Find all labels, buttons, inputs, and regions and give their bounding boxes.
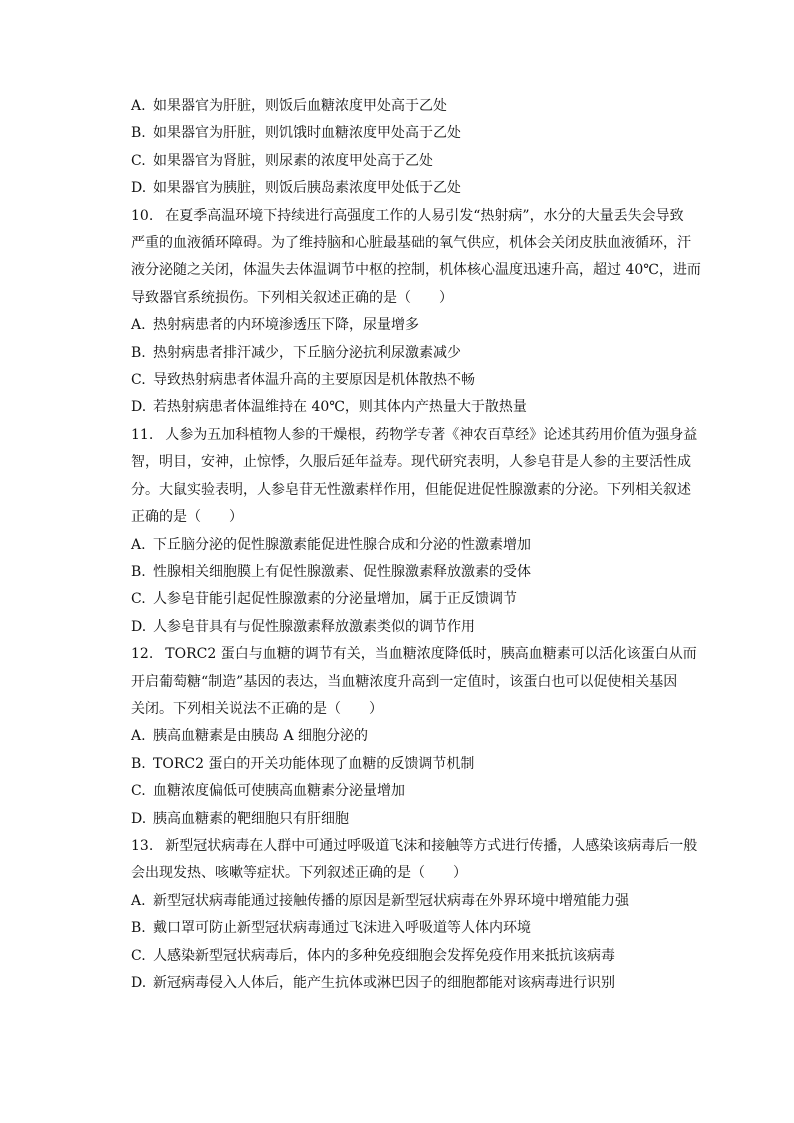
- option-c[interactable]: C. 人参皂苷能引起促性腺激素的分泌量增加，属于正反馈调节: [131, 591, 517, 608]
- option-c[interactable]: C. 血糖浓度偏低可使胰高血糖素分泌量增加: [131, 783, 405, 800]
- option-b[interactable]: B. 如果器官为肝脏，则饥饿时血糖浓度甲处高于乙处: [131, 125, 461, 142]
- question-10-stem-line: 液分泌随之关闭，体温失去体温调节中枢的控制，机体核心温度迅速升高，超过 40℃，进而: [131, 262, 701, 279]
- option-d[interactable]: D. 若热射病患者体温维持在 40℃，则其体内产热量大于散热量: [131, 399, 527, 416]
- question-9-options: [131, 93, 691, 203]
- option-a[interactable]: A. 胰高血糖素是由胰岛 A 细胞分泌的: [131, 728, 369, 745]
- question-13-stem-line: 13. 新型冠状病毒在人群中可通过呼吸道飞沫和接触等方式进行传播，人感染该病毒后一般: [131, 837, 698, 854]
- question-number: 11.: [131, 426, 154, 443]
- question-11-stem-line: 智，明目，安神，止惊悸，久服后延年益寿。现代研究表明，人参皂苷是人参的主要活性成: [131, 454, 691, 471]
- question-11-stem-line: 分。大鼠实验表明，人参皂苷无性激素样作用，但能促进促性腺激素的分泌。下列相关叙述: [131, 481, 691, 498]
- option-b[interactable]: B. 热射病患者排汗减少，下丘脑分泌抗利尿激素减少: [131, 344, 461, 361]
- option-a[interactable]: A. 下丘脑分泌的促性腺激素能促进性腺合成和分泌的性激素增加: [131, 536, 531, 553]
- question-10: [131, 203, 701, 422]
- option-a[interactable]: A. 热射病患者的内环境渗透压下降，尿量增多: [131, 317, 419, 334]
- question-10-stem-line: 10. 在夏季高温环境下持续进行高强度工作的人易引发“热射病”，水分的大量丢失会导致: [131, 207, 684, 224]
- question-11-stem-line: 11. 人参为五加科植物人参的干燥根，药物学专著《神农百草经》论述其药用价值为强身益: [131, 426, 698, 443]
- question-number: 12.: [131, 646, 154, 663]
- question-11: [131, 422, 698, 641]
- question-10-stem-line: 严重的血液循环障碍。为了维持脑和心脏最基础的氧气供应，机体会关闭皮肤血液循环，汗: [131, 235, 691, 252]
- option-c[interactable]: C. 导致热射病患者体温升高的主要原因是机体散热不畅: [131, 372, 475, 389]
- question-content: [131, 93, 701, 997]
- option-d[interactable]: D. 如果器官为胰脏，则饭后胰岛素浓度甲处低于乙处: [131, 180, 461, 197]
- question-10-stem-line: 导致器官系统损伤。下列相关叙述正确的是（ ）: [131, 289, 453, 306]
- option-a[interactable]: A. 新型冠状病毒能通过接触传播的原因是新型冠状病毒在外界环境中增殖能力强: [131, 892, 629, 909]
- option-b[interactable]: B. 戴口罩可防止新型冠状病毒通过飞沫进入呼吸道等人体内环境: [131, 920, 531, 937]
- option-d[interactable]: D. 新冠病毒侵入人体后，能产生抗体或淋巴因子的细胞都能对该病毒进行识别: [131, 975, 615, 991]
- question-12-stem-line: 开启葡萄糖“制造”基因的表达，当血糖浓度升高到一定值时，该蛋白也可以促使相关基因: [131, 673, 678, 690]
- option-c[interactable]: C. 如果器官为肾脏，则尿素的浓度甲处高于乙处: [131, 152, 433, 169]
- option-a[interactable]: A. 如果器官为肝脏，则饭后血糖浓度甲处高于乙处: [131, 98, 447, 114]
- option-d[interactable]: D. 胰高血糖素的靶细胞只有肝细胞: [131, 810, 349, 827]
- question-12-stem-line: 12. TORC2 蛋白与血糖的调节有关，当血糖浓度降低时，胰高血糖素可以活化该蛋白从而: [131, 646, 697, 663]
- question-11-stem-line: 正确的是（ ）: [131, 509, 243, 526]
- question-13-stem-line: 会出现发热、咳嗽等症状。下列叙述正确的是（ ）: [131, 865, 467, 882]
- question-12-stem-line: 关闭。下列相关说法不正确的是（ ）: [131, 700, 383, 717]
- question-number: 13.: [131, 837, 154, 854]
- question-13: [131, 833, 698, 997]
- question-12: [131, 641, 697, 833]
- option-d[interactable]: D. 人参皂苷具有与促性腺激素释放激素类似的调节作用: [131, 618, 475, 635]
- question-number: 10.: [131, 207, 154, 224]
- option-c[interactable]: C. 人感染新型冠状病毒后，体内的多种免疫细胞会发挥免疫作用来抵抗该病毒: [131, 947, 615, 964]
- option-b[interactable]: B. 性腺相关细胞膜上有促性腺激素、促性腺激素释放激素的受体: [131, 563, 531, 580]
- option-b[interactable]: B. TORC2 蛋白的开关功能体现了血糖的反馈调节机制: [131, 755, 475, 772]
